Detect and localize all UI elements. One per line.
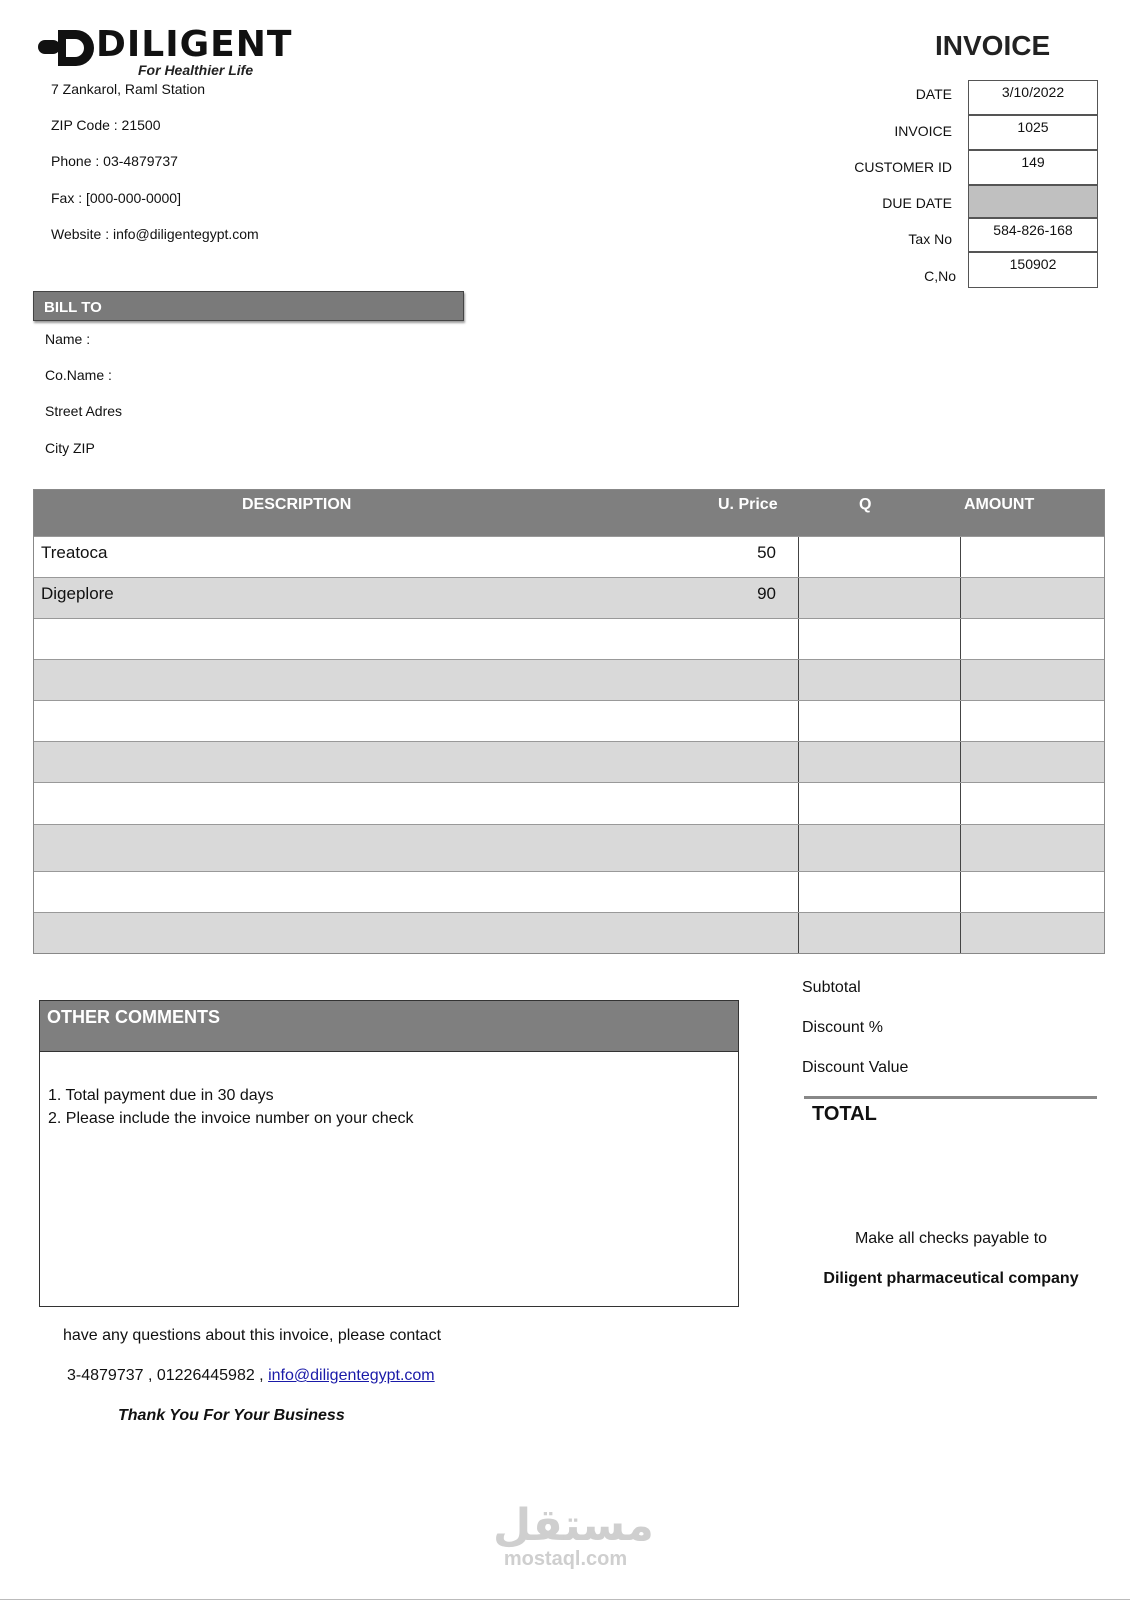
comment-line-1: 1. Total payment due in 30 days	[48, 1087, 274, 1104]
header-quantity: Q	[859, 496, 872, 513]
comments-title: OTHER COMMENTS	[47, 1007, 220, 1027]
meta-label-c-no: C,No	[924, 268, 956, 284]
description-text: Treatoca	[41, 543, 108, 562]
total-label: TOTAL	[812, 1103, 877, 1125]
bill-to-name: Name :	[45, 331, 91, 347]
thank-you-note: Thank You For Your Business	[118, 1407, 345, 1424]
quantity-cell	[798, 872, 960, 912]
company-name: DILIGENT	[96, 24, 293, 65]
table-row	[34, 577, 1104, 618]
quantity-cell	[798, 783, 960, 824]
meta-value-tax-no: 584-826-168	[968, 218, 1098, 252]
discount-value-label: Discount Value	[802, 1059, 909, 1076]
bill-to-company: Co.Name :	[45, 367, 112, 383]
discount-percent-label: Discount %	[802, 1019, 883, 1036]
amount-cell	[960, 701, 1104, 741]
contact-email-link[interactable]: info@diligentegypt.com	[268, 1367, 435, 1384]
meta-value-c-no: 150902	[968, 252, 1098, 288]
quantity-cell	[798, 825, 960, 871]
amount-cell	[960, 660, 1104, 700]
total-divider	[804, 1096, 1097, 1099]
description-cell	[34, 701, 798, 741]
table-row	[34, 700, 1104, 741]
header-amount: AMOUNT	[964, 496, 1035, 513]
table-row	[34, 741, 1104, 782]
amount-cell	[960, 825, 1104, 871]
amount-cell	[960, 872, 1104, 912]
description-cell	[34, 619, 798, 659]
amount-cell	[960, 742, 1104, 782]
company-address: 7 Zankarol, Raml Station	[51, 81, 206, 97]
page-bottom-rule	[0, 1599, 1130, 1600]
table-header	[34, 490, 1104, 536]
meta-value-customer-id: 149	[968, 150, 1098, 185]
company-tagline: For Healthier Life	[138, 62, 254, 78]
watermark-arabic: مستقل	[493, 1500, 654, 1551]
amount-cell	[960, 537, 1104, 577]
contact-question: have any questions about this invoice, please contact	[63, 1327, 442, 1344]
quantity-cell	[798, 742, 960, 782]
table-row	[34, 912, 1104, 953]
contact-details	[67, 1367, 435, 1385]
payable-company: Diligent pharmaceutical company	[823, 1270, 1079, 1287]
company-zip: ZIP Code : 21500	[51, 117, 161, 133]
meta-label-due-date: DUE DATE	[882, 195, 952, 211]
quantity-cell	[798, 578, 960, 618]
amount-cell	[960, 783, 1104, 824]
description-cell	[34, 872, 798, 912]
unit-price-text: 50	[757, 543, 776, 562]
comment-line-2: 2. Please include the invoice number on your check	[48, 1110, 414, 1127]
table-row	[34, 536, 1104, 577]
quantity-cell	[798, 660, 960, 700]
quantity-cell	[798, 701, 960, 741]
bill-to-header	[33, 291, 464, 321]
description-cell	[34, 913, 798, 953]
unit-price-text: 90	[757, 584, 776, 603]
watermark-latin: mostaql.com	[503, 1548, 628, 1570]
meta-label-invoice: INVOICE	[894, 123, 952, 139]
table-body	[34, 536, 1104, 953]
company-fax: Fax : [000-000-0000]	[51, 190, 181, 206]
table-row	[34, 782, 1104, 824]
description-cell	[34, 825, 798, 871]
company-website: Website : info@diligentegypt.com	[51, 226, 259, 242]
company-logo	[38, 22, 293, 78]
contact-phones: 3-4879737 , 01226445982 ,	[67, 1367, 264, 1384]
invoice-title: INVOICE	[935, 30, 1051, 61]
subtotal-label: Subtotal	[802, 979, 861, 996]
amount-cell	[960, 913, 1104, 953]
description-cell	[34, 783, 798, 824]
quantity-cell	[798, 913, 960, 953]
capsule-logo-icon	[38, 28, 100, 68]
header-unit-price: U. Price	[718, 496, 778, 513]
quantity-cell	[798, 537, 960, 577]
quantity-cell	[798, 619, 960, 659]
bill-to-street: Street Adres	[45, 403, 123, 419]
company-phone: Phone : 03-4879737	[51, 153, 178, 169]
meta-label-date: DATE	[915, 86, 952, 102]
description-cell	[34, 537, 798, 577]
bill-to-title: BILL TO	[44, 299, 102, 316]
table-row	[34, 618, 1104, 659]
meta-value-due-date	[968, 185, 1098, 218]
description-text: Digeplore	[41, 584, 114, 603]
meta-label-tax-no: Tax No	[908, 231, 952, 247]
amount-cell	[960, 619, 1104, 659]
meta-label-customer-id: CUSTOMER ID	[854, 159, 952, 175]
payable-instruction: Make all checks payable to	[854, 1230, 1048, 1247]
description-cell	[34, 742, 798, 782]
table-row	[34, 659, 1104, 700]
table-row	[34, 824, 1104, 871]
table-row	[34, 871, 1104, 912]
description-cell	[34, 578, 798, 618]
comments-header	[40, 1001, 738, 1052]
header-description: DESCRIPTION	[242, 496, 352, 513]
amount-cell	[960, 578, 1104, 618]
comments-box	[39, 1000, 739, 1307]
description-cell	[34, 660, 798, 700]
meta-value-date: 3/10/2022	[968, 80, 1098, 115]
bill-to-city: City ZIP	[45, 440, 95, 456]
items-table	[33, 489, 1105, 954]
meta-value-invoice: 1025	[968, 115, 1098, 150]
